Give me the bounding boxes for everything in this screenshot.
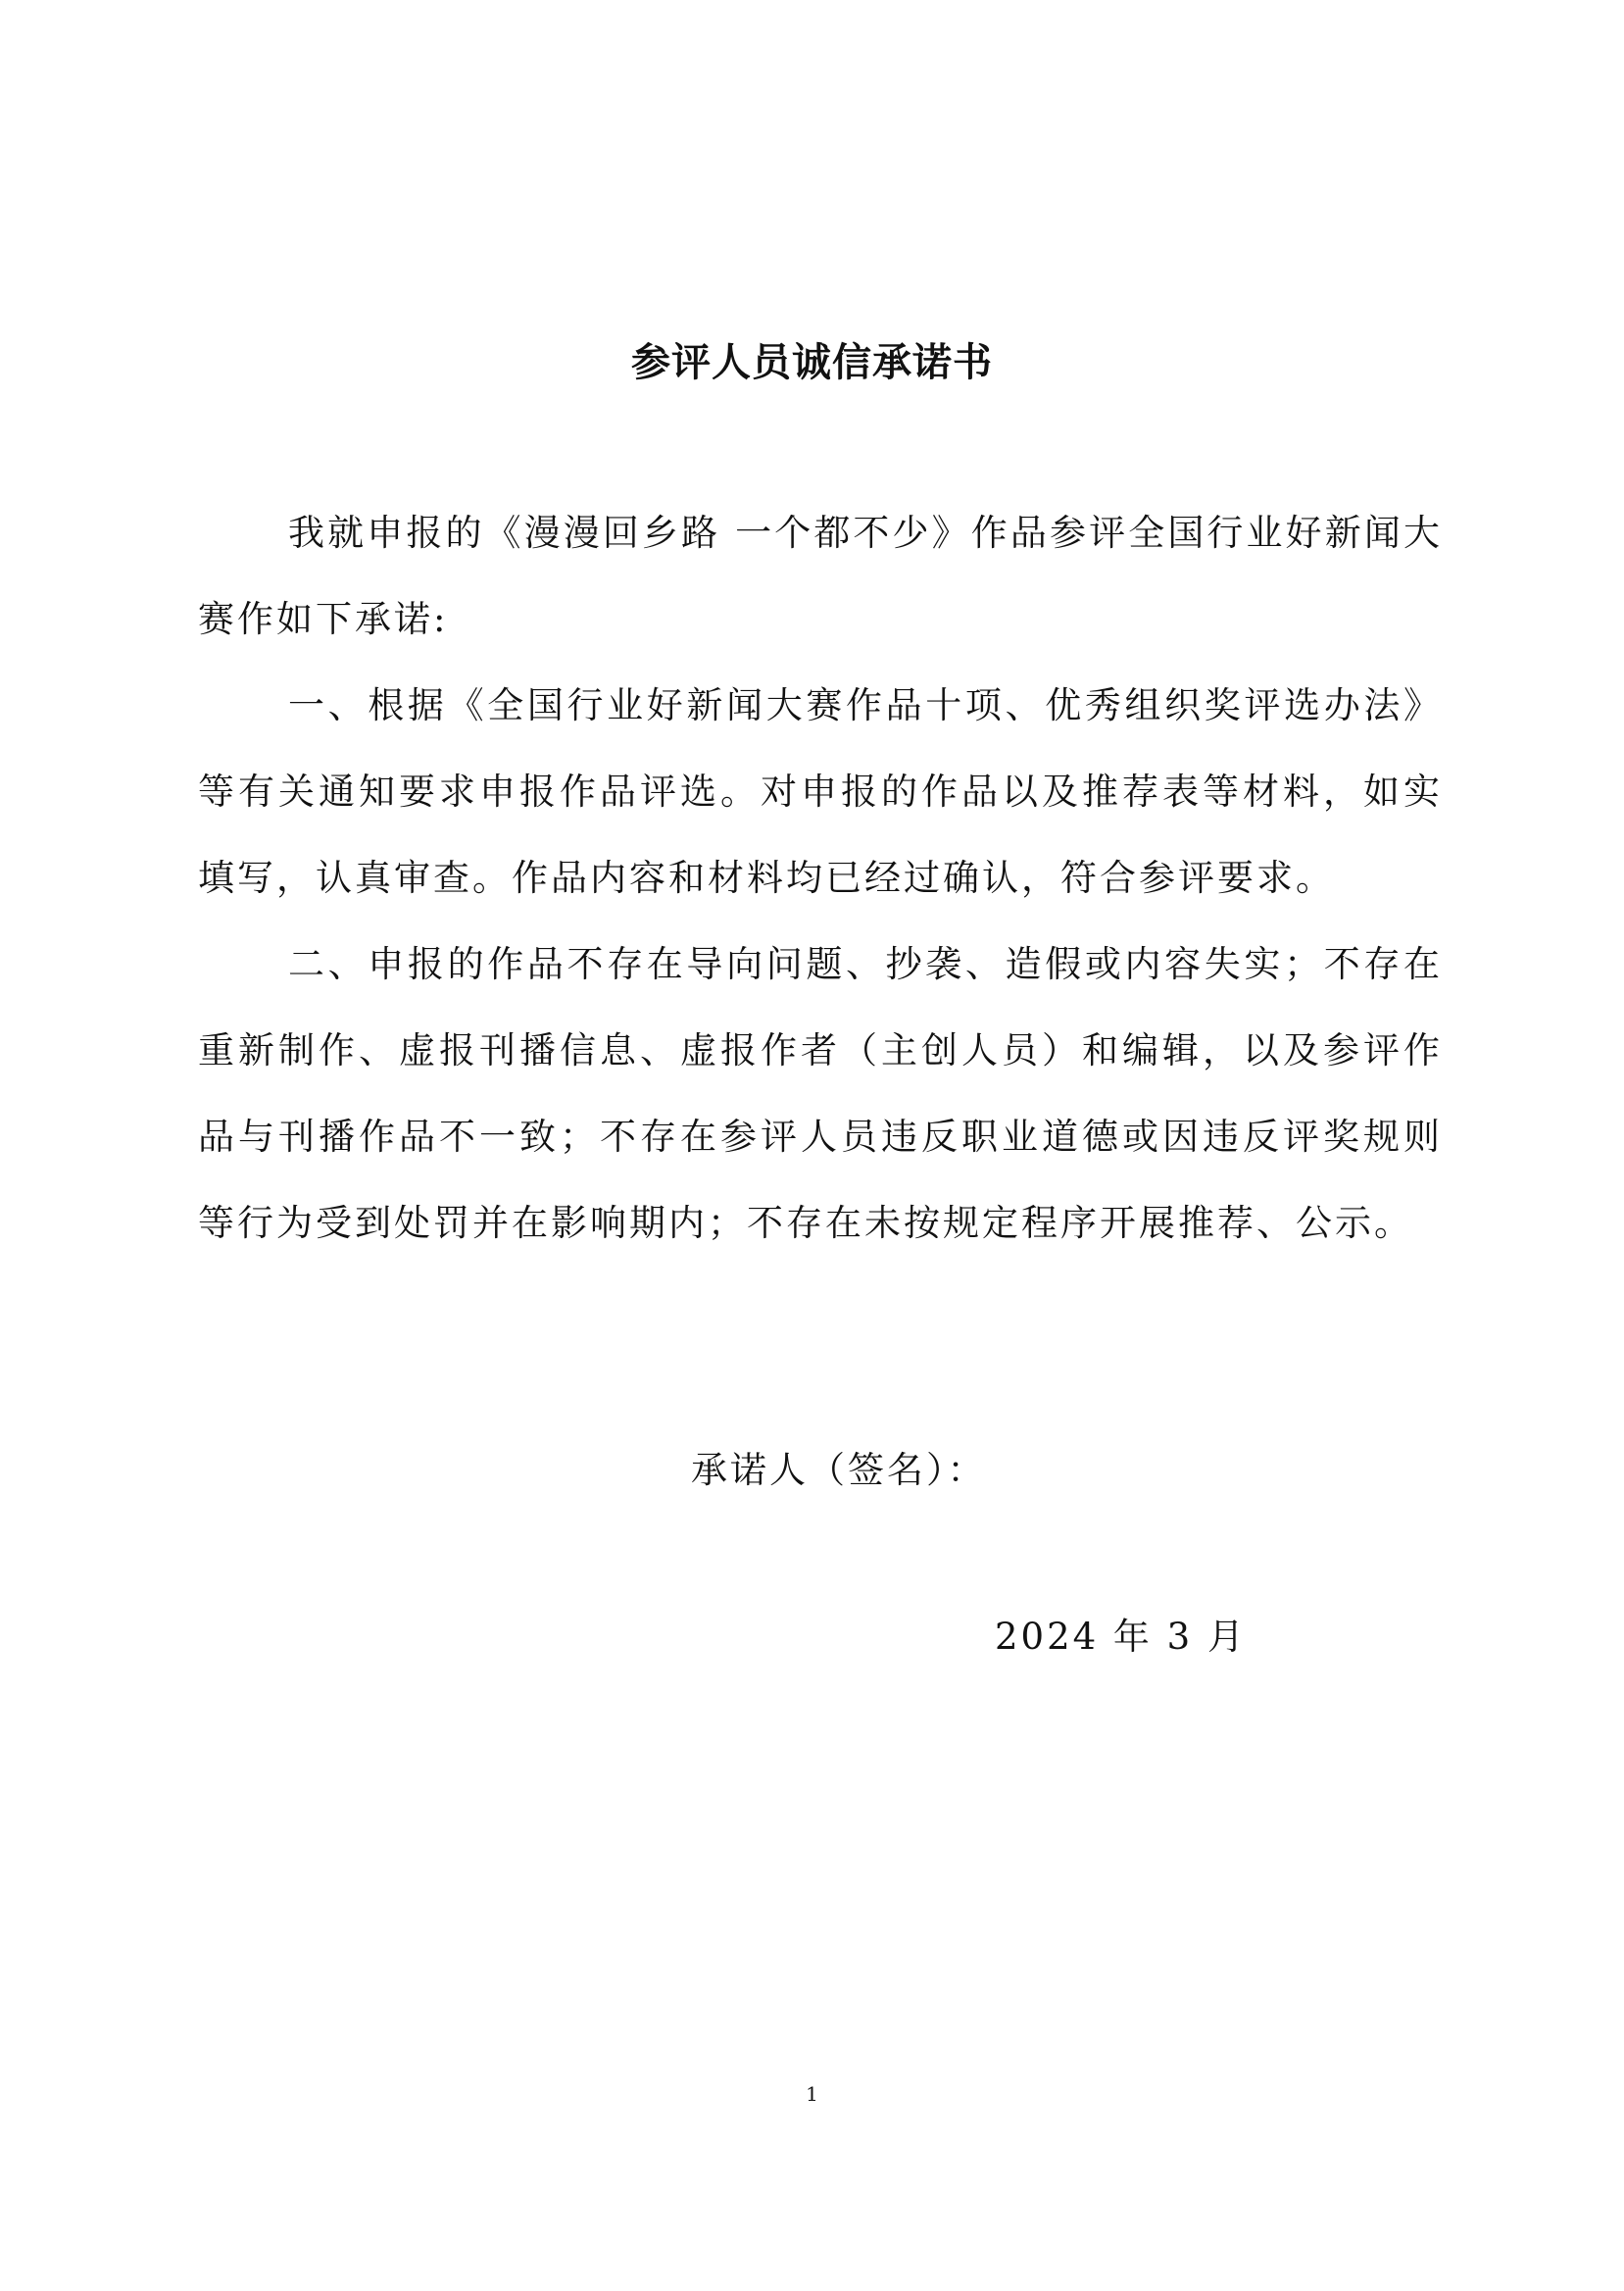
paragraph-intro-text: 我就申报的《漫漫回乡路 一个都不少》作品参评全国行业好新闻大赛作如下承诺: xyxy=(198,512,1443,640)
signature-label: 承诺人（签名）： xyxy=(691,1449,987,1491)
document-title: 参评人员诚信承诺书 xyxy=(631,339,993,385)
paragraph-intro xyxy=(198,490,1443,663)
page-number: 1 xyxy=(806,2082,818,2106)
document-date: 2024 年 3 月 xyxy=(995,1616,1247,1658)
paragraph-commitment-two-text: 二、申报的作品不存在导向问题、抄袭、造假或内容失实；不存在重新制作、虚报刊播信息、虚报作者（主创人员）和编辑，以及参评作品与刊播作品不一致；不存在参评人员违反职业道德或因违反评奖规则等行为受到处罚并在影响期内；不存在未按规定程序开展推荐、公示。 xyxy=(198,943,1443,1244)
paragraph-commitment-one-text: 一、根据《全国行业好新闻大赛作品十项、优秀组织奖评选办法》等有关通知要求申报作品评选。对申报的作品以及推荐表等材料，如实填写，认真审查。作品内容和材料均已经过确认，符合参评要求。 xyxy=(198,684,1443,899)
paragraph-commitment-one xyxy=(198,663,1443,921)
paragraph-commitment-two xyxy=(198,921,1443,1267)
